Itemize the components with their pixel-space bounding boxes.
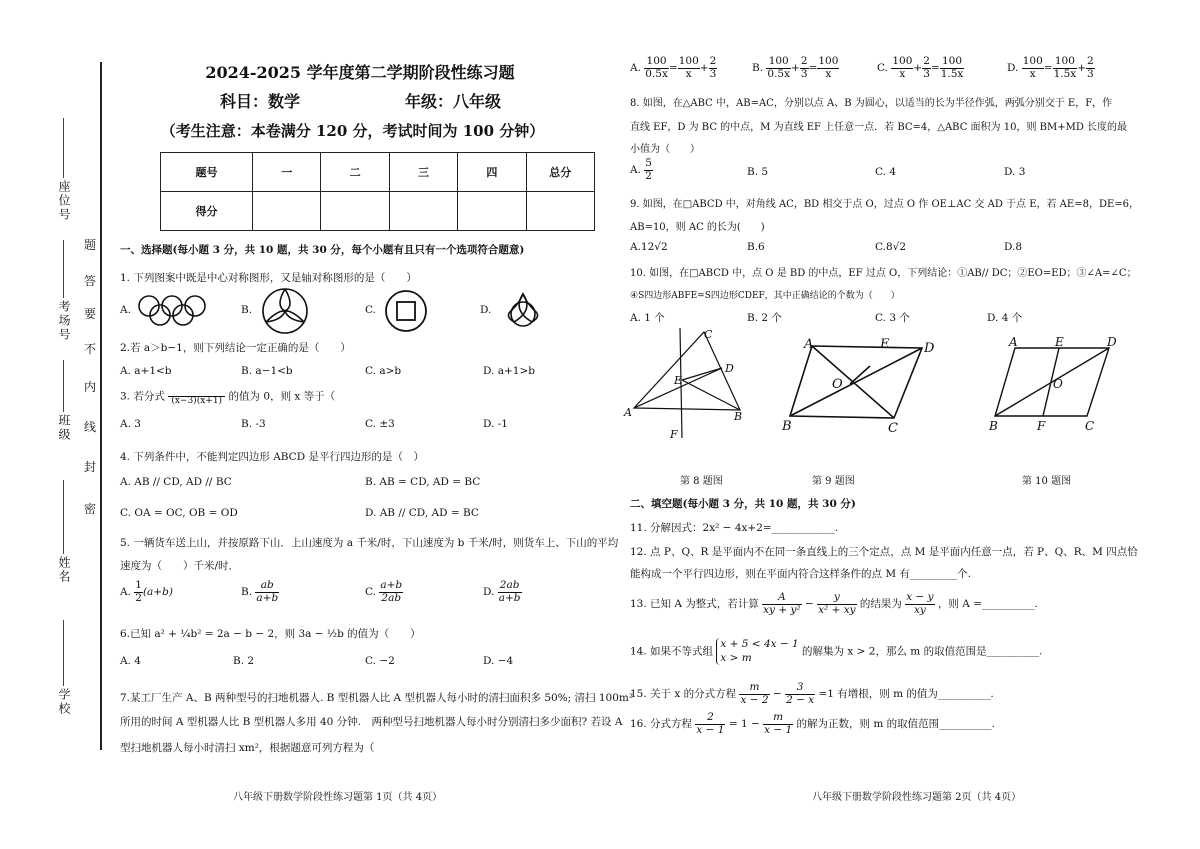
fig9-point: B xyxy=(782,419,792,434)
three-petal-circle-figure xyxy=(260,286,310,336)
fig9-point: A xyxy=(804,337,814,352)
q4-option-d[interactable]: D. AB // CD, AD = BC xyxy=(365,507,479,519)
q2-option-b[interactable]: B. a−1<b xyxy=(241,365,293,377)
coin-square-hole-figure xyxy=(383,288,429,334)
q8-stem-line1: 8. 如图，在△ABC 中，AB=AC，分别以点 A、B 为圆心，以适当的长为半径作弧，两弧分别交于 E，F，作 xyxy=(630,98,1113,109)
frac-num: m xyxy=(739,682,769,695)
frac-num: 2 xyxy=(800,55,808,67)
q7-label-c: C. xyxy=(877,62,888,75)
frac-den: 3 xyxy=(709,67,717,80)
q5-d-den: a+b xyxy=(498,591,521,604)
q2-option-c[interactable]: C. a>b xyxy=(365,365,402,377)
seal-char: 题 xyxy=(84,238,97,252)
q3-option-d[interactable]: D. -1 xyxy=(483,418,508,430)
subject-label: 科目：数学 xyxy=(220,92,301,111)
q13-pre: 13. 已知 A 为整式，若计算 xyxy=(630,598,759,611)
fig10-point: D xyxy=(1107,336,1117,349)
olympic-rings-figure xyxy=(137,292,207,328)
q7-option-a[interactable]: A. $\frac{100}{0.5x}$ = $\frac{100}{x}$ + $\frac{2}{3}$ xyxy=(630,55,717,80)
fig8-caption: 第 8 题图 xyxy=(680,476,723,487)
q3-denominator: (x−3)(x+1) xyxy=(171,395,223,406)
fig10-point: O xyxy=(1053,377,1063,391)
q9-stem-line1: 9. 如图，在□ABCD 中，对角线 AC，BD 相交于点 O，过点 O 作 OE⊥AC 交 AD 于点 E，若 AE=8，DE=6， xyxy=(630,199,1140,210)
q8-option-d[interactable]: D. 3 xyxy=(1004,166,1026,178)
q1-label-a: A. xyxy=(120,304,131,316)
q9-option-c[interactable]: C.8√2 xyxy=(875,241,907,253)
q3-option-a[interactable]: A. 3 xyxy=(120,418,141,430)
score-header: 三 xyxy=(389,153,457,192)
q14-stem xyxy=(630,638,1042,665)
frac-den: 0.5x xyxy=(645,67,668,80)
frac-den: 2 xyxy=(645,169,652,182)
q3-stem xyxy=(120,386,335,407)
left-page xyxy=(115,52,634,812)
q2-option-d[interactable]: D. a+1>b xyxy=(483,365,535,377)
class-label: 班级 xyxy=(57,414,71,442)
figure-10 xyxy=(987,336,1127,436)
seal-char: 内 xyxy=(84,380,97,394)
frac-num: 2 xyxy=(1087,55,1094,67)
seal-char: 要 xyxy=(84,307,97,321)
score-table xyxy=(160,152,595,231)
q5-c-den: 2ab xyxy=(381,591,402,604)
frac-den: x − 1 xyxy=(764,723,793,736)
q7-stem-line1: 7.某工厂生产 A、B 两种型号的扫地机器人. B 型机器人比 A 型机器人每小时的清扫面积多 50%; 清扫 100m² xyxy=(120,692,634,704)
q9-option-a[interactable]: A.12√2 xyxy=(630,241,668,253)
q1-label-d: D. xyxy=(480,304,492,316)
q3-option-c[interactable]: C. ±3 xyxy=(365,418,395,430)
q11-stem: 11. 分解因式：2x² − 4x+2=____________. xyxy=(630,522,839,534)
q5-c-num: a+b xyxy=(380,579,403,591)
q5-option-c[interactable] xyxy=(365,580,403,604)
frac-den: 1.5x xyxy=(1053,67,1077,80)
q10-option-b[interactable]: B. 2 个 xyxy=(747,312,782,324)
trefoil-knot-figure xyxy=(500,288,546,334)
exam-no-label: 考场号 xyxy=(57,300,71,342)
frac-num: 100 xyxy=(678,55,699,67)
frac-den: 3 xyxy=(923,67,930,80)
q5-b-num: ab xyxy=(255,580,279,593)
frac-den: x² + xy xyxy=(818,603,856,616)
q16-stem xyxy=(630,712,995,736)
frac-num: 2 xyxy=(709,55,717,67)
q3-option-b[interactable]: B. -3 xyxy=(241,418,266,430)
score-header: 四 xyxy=(458,153,526,192)
name-field[interactable] xyxy=(63,480,64,554)
footer-page-1: 八年级下册数学阶段性练习题第 1页（共 4页） xyxy=(233,792,443,803)
q14-inequality-1: x + 5 < 4x − 1 xyxy=(720,638,799,650)
frac-num: 100 xyxy=(892,55,913,67)
q7-label-d: D. xyxy=(1007,62,1019,75)
seal-char: 封 xyxy=(84,460,97,474)
q4-stem: 4. 下列条件中，不能判定四边形 ABCD 是平行四边形的是（ ） xyxy=(120,451,424,463)
q5-option-d[interactable] xyxy=(483,580,522,604)
q5-a-num: 1 xyxy=(135,579,142,591)
q3-pre: 3. 若分式 xyxy=(120,390,165,403)
frac-den: x xyxy=(899,67,906,80)
q16-mid: = 1 − xyxy=(728,718,760,731)
seal-char: 不 xyxy=(84,342,97,356)
seal-char: 密 xyxy=(84,502,97,516)
score-cell[interactable] xyxy=(526,192,594,231)
score-header: 总分 xyxy=(526,153,594,192)
fig10-point: B xyxy=(989,419,998,433)
q7-option-b[interactable]: B. $\frac{100}{0.5x}$ + $\frac{2}{3}$ = $\frac{100}{x}$ xyxy=(752,55,839,80)
q4-option-b[interactable]: B. AB = CD, AD = BC xyxy=(365,476,481,488)
q13-post: ，则 A =__________. xyxy=(937,598,1038,611)
section-2-heading: 二、填空题(每小题 3 分，共 10 题，共 30 分) xyxy=(630,498,856,510)
q9-option-b[interactable]: B.6 xyxy=(747,241,765,253)
exam-title: 2024-2025 学年度第二学期阶段性练习题 xyxy=(205,63,515,82)
q8-label-a: A. xyxy=(630,164,641,177)
q12-stem-line2: 能构成一个平行四边形，则在平面内符合这样条件的点 M 有_________个. xyxy=(630,568,972,580)
q14-post: 的解集为 x > 2，那么 m 的取值范围是__________. xyxy=(802,645,1043,658)
score-header: 题号 xyxy=(161,153,253,192)
q1-label-c: C. xyxy=(365,304,376,316)
frac-den: 1.5x xyxy=(940,67,964,80)
fig9-point: E xyxy=(880,337,890,352)
frac-num: 3 xyxy=(785,682,815,695)
q7-label-a: A. xyxy=(630,62,641,75)
frac-den: x − 1 xyxy=(696,723,725,736)
q5-d-num: 2ab xyxy=(498,580,522,593)
q8-stem-line3: 小值为（ ） xyxy=(630,144,700,155)
figure-8 xyxy=(622,328,752,446)
fig10-point: F xyxy=(1037,419,1046,433)
fig8-point: A xyxy=(624,406,632,419)
seat-label: 座位号 xyxy=(57,180,71,222)
q5-a-post: (a+b) xyxy=(142,586,173,599)
exam-notice: （考生注意：本卷满分 120 分，考试时间为 100 分钟） xyxy=(160,122,545,140)
frac-num: A xyxy=(762,592,801,605)
frac-den: 3 xyxy=(800,67,808,80)
q6-option-d[interactable]: D. −4 xyxy=(483,655,514,667)
score-header: 一 xyxy=(253,153,321,192)
q6-option-b[interactable]: B. 2 xyxy=(233,655,255,667)
school-field[interactable] xyxy=(63,620,64,686)
q9-option-d[interactable]: D.8 xyxy=(1004,241,1023,253)
frac-num: x − y xyxy=(906,591,934,603)
frac-num: 100 xyxy=(818,55,839,67)
q8-option-a[interactable] xyxy=(630,158,653,182)
frac-den: xy xyxy=(914,603,926,616)
class-field[interactable] xyxy=(63,360,64,412)
score-header: 二 xyxy=(321,153,389,192)
frac-num: 100 xyxy=(644,56,669,69)
q16-post: 的解为正数，则 m 的取值范围__________. xyxy=(796,718,996,731)
q5-label-d: D. xyxy=(483,586,495,599)
q5-option-b[interactable] xyxy=(241,580,279,604)
q5-stem-line1: 5. 一辆货车送上山，并按原路下山．上山速度为 a 千米/时，下山速度为 b 千米/时，则货车上、下山的平均 xyxy=(120,537,619,549)
frac-den: xy + y² xyxy=(763,603,801,616)
fig8-point: C xyxy=(704,328,713,341)
q6-stem: 6.已知 a² + ¼b² = 2a − b − 2，则 3a − ½b 的值为（ ） xyxy=(120,628,421,640)
footer-page-2: 八年级下册数学阶段性练习题第 2页（共 4页） xyxy=(812,792,1022,803)
fig9-point: C xyxy=(888,421,898,436)
q10-option-c[interactable]: C. 3 个 xyxy=(875,312,910,324)
q10-option-a[interactable]: A. 1 个 xyxy=(630,312,665,324)
fig10-caption: 第 10 题图 xyxy=(1022,476,1072,487)
q5-label-b: B. xyxy=(241,586,253,599)
q16-pre: 16. 分式方程 xyxy=(630,718,693,731)
q5-option-a[interactable] xyxy=(120,580,173,604)
q5-stem-line2: 速度为（ ）千米/时． xyxy=(120,560,240,572)
seal-char: 答 xyxy=(84,274,97,288)
exam-no-field[interactable] xyxy=(63,240,64,298)
q10-stem-line2: ④S四边形ABFE=S四边形CDEF，其中正确结论的个数为（ ） xyxy=(630,291,900,301)
q9-stem-line2: AB=10，则 AC 的长为( ) xyxy=(630,222,765,233)
fig8-point: E xyxy=(674,374,683,387)
frac-den: 0.5x xyxy=(767,67,791,80)
fig9-point: O xyxy=(832,377,843,392)
q6-option-c[interactable]: C. −2 xyxy=(365,655,395,667)
q7-stem-line2: 所用的时间 A 型机器人比 B 型机器人多用 40 分钟. 两种型号扫地机器人每小时分别清扫多少面积? 若设 A xyxy=(120,716,623,728)
q12-stem-line1: 12. 点 P、Q、R 是平面内不在同一条直线上的三个定点，点 M 是平面内任意一点，若 P、Q、R、M 四点恰 xyxy=(630,546,1138,558)
q4-option-a[interactable]: A. AB // CD, AD // BC xyxy=(120,476,232,488)
frac-den: 2 − x xyxy=(786,693,815,706)
fig10-point: A xyxy=(1009,336,1018,349)
seal-char: 线 xyxy=(84,420,97,434)
q5-label-a: A. xyxy=(120,586,131,599)
q13-stem xyxy=(630,592,1038,616)
score-cell[interactable] xyxy=(253,192,321,231)
q15-minus: − xyxy=(772,688,782,701)
q8-option-b[interactable]: B. 5 xyxy=(747,166,769,178)
frac-num: y xyxy=(817,592,856,605)
fig8-point: D xyxy=(725,362,734,375)
q8-option-c[interactable]: C. 4 xyxy=(875,166,897,178)
score-cell[interactable] xyxy=(458,192,526,231)
fig8-point: F xyxy=(670,428,678,441)
frac-num: 100 xyxy=(766,56,791,69)
frac-num: 100 xyxy=(1053,56,1078,69)
frac-num: m xyxy=(763,712,793,725)
frac-den: x − 2 xyxy=(740,693,769,706)
fig10-point: E xyxy=(1055,336,1064,349)
grade-label: 年级：八年级 xyxy=(405,92,502,111)
figure-9 xyxy=(782,336,942,436)
q14-inequality-2: x > m xyxy=(720,651,752,664)
q7-stem-line3: 型扫地机器人每小时清扫 xm²，根据题意可列方程为（ xyxy=(120,742,375,754)
q7-label-b: B. xyxy=(752,62,764,75)
q14-pre: 14. 如果不等式组 xyxy=(630,645,714,658)
frac-num: 100 xyxy=(940,56,965,69)
fig10-point: C xyxy=(1085,419,1095,433)
q8-stem-line2: 直线 EF，D 为 BC 的中点，M 为直线 EF 上任意一点．若 BC=4，△ABC 面积为 10，则 BM+MD 长度的最 xyxy=(630,122,1128,133)
q5-a-den: 2 xyxy=(135,591,142,604)
frac-den: 3 xyxy=(1087,67,1094,80)
q13-mid: 的结果为 xyxy=(859,598,902,611)
q5-label-c: C. xyxy=(365,586,376,599)
binding-line xyxy=(100,62,102,750)
q1-stem: 1. 下列图案中既是中心对称图形，又是轴对称图形的是（ ） xyxy=(120,272,417,284)
fig8-point: B xyxy=(734,410,743,423)
frac-den: x xyxy=(685,67,692,80)
fig9-caption: 第 9 题图 xyxy=(812,476,855,487)
q4-option-c[interactable]: C. OA = OC, OB = OD xyxy=(120,507,238,519)
q15-pre: 15. 关于 x 的分式方程 xyxy=(630,688,737,701)
score-row-label: 得分 xyxy=(161,192,253,231)
frac-num: 5 xyxy=(645,157,652,169)
score-cell[interactable] xyxy=(321,192,389,231)
q13-minus: − xyxy=(804,598,814,611)
name-label: 姓名 xyxy=(57,556,71,584)
fig9-point: D xyxy=(924,341,935,356)
q7-option-d[interactable]: D. $\frac{100}{x}$ = $\frac{100}{1.5x}$ + $\frac{2}{3}$ xyxy=(1007,55,1094,80)
q3-post: 的值为 0，则 x 等于（ xyxy=(228,390,336,403)
q15-post: =1 有增根，则 m 的值为__________. xyxy=(818,688,994,701)
school-label: 学校 xyxy=(57,688,71,716)
frac-num: 2 xyxy=(695,712,725,725)
q10-option-d[interactable]: D. 4 个 xyxy=(987,312,1023,324)
q1-label-b: B. xyxy=(241,304,253,316)
q2-stem: 2.若 a＞b−1，则下列结论一定正确的是（ ） xyxy=(120,342,351,354)
section-1-heading: 一、选择题(每小题 3 分，共 10 题，共 30 分，每个小题有且只有一个选项符合题意) xyxy=(120,244,525,256)
q10-stem-line1: 10. 如图，在□ABCD 中，点 O 是 BD 的中点，EF 过点 O，下列结论：①AB// DC；②EO=ED；③∠A=∠C； xyxy=(630,268,1137,279)
frac-den: x xyxy=(825,67,832,80)
q5-b-den: a+b xyxy=(256,591,279,604)
q6-option-a[interactable]: A. 4 xyxy=(120,655,141,667)
frac-num: 100 xyxy=(1022,55,1043,67)
q7-option-c[interactable]: C. $\frac{100}{x}$ + $\frac{2}{3}$ = $\frac{100}{1.5x}$ xyxy=(877,55,964,80)
q2-option-a[interactable]: A. a+1<b xyxy=(120,365,172,377)
q15-stem xyxy=(630,682,994,706)
right-page xyxy=(622,52,1177,812)
frac-num: 2 xyxy=(923,55,930,67)
score-cell[interactable] xyxy=(389,192,457,231)
seat-field[interactable] xyxy=(63,118,64,178)
frac-den: x xyxy=(1029,67,1036,80)
